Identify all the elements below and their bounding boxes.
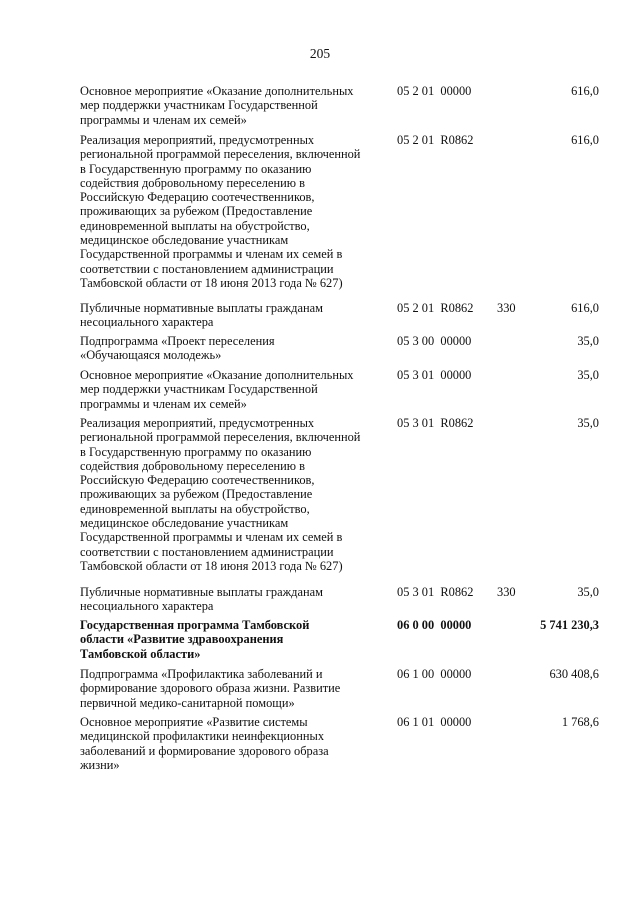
description-line: несоциального характера (80, 315, 214, 330)
row-description (80, 301, 380, 330)
description-line: Подпрограмма «Проект переселения (80, 334, 275, 348)
budget-code: 06 0 00 00000 (397, 618, 472, 632)
description-line: Основное мероприятие «Оказание дополнительных (80, 368, 354, 382)
description-line: мер поддержки участникам Государственной (80, 382, 318, 397)
row-description (80, 84, 380, 127)
description-line: формирование здорового образа жизни. Развитие (80, 681, 341, 696)
description-line: Тамбовской области от 18 июня 2013 года № 627) (80, 558, 343, 573)
row-description (80, 133, 380, 290)
budget-code: 05 3 01 R0862 (397, 416, 474, 430)
row-description (80, 416, 380, 573)
description-line: Основное мероприятие «Оказание дополнительных (80, 84, 354, 98)
description-line: соответствии с постановлением администрации (80, 544, 334, 559)
description-line: региональной программой переселения, включенной (80, 430, 361, 445)
budget-code: 06 1 00 00000 (397, 667, 472, 681)
budget-code: 06 1 01 00000 (397, 715, 472, 729)
description-line: Публичные нормативные выплаты гражданам (80, 585, 323, 599)
description-line: программы и членам их семей» (80, 112, 247, 127)
description-line: Государственной программы и членам их семей в (80, 247, 343, 262)
budget-code: 05 3 00 00000 (397, 334, 472, 348)
description-line: жизни» (80, 757, 120, 772)
budget-code: 05 3 01 00000 (397, 368, 472, 382)
description-line: медицинское обследование участникам (80, 233, 289, 248)
budget-code: 05 3 01 R0862 (397, 585, 474, 599)
description-line: заболеваний и формирование здорового образа (80, 743, 329, 758)
amount: 616,0 (571, 301, 599, 315)
description-line: единовременной выплаты на обустройство, (80, 218, 310, 233)
description-line: Публичные нормативные выплаты гражданам (80, 301, 323, 315)
row-description (80, 334, 380, 363)
page-number: 205 (309, 46, 331, 61)
description-line: содействия добровольному переселению в (80, 458, 305, 473)
description-line: Подпрограмма «Профилактика заболеваний и (80, 667, 323, 681)
description-line: Государственной программы и членам их семей в (80, 530, 343, 545)
description-line: Реализация мероприятий, предусмотренных (80, 133, 315, 147)
row-description (80, 667, 380, 710)
description-line: несоциального характера (80, 599, 214, 614)
description-line: Основное мероприятие «Развитие системы (80, 715, 308, 729)
description-line: Реализация мероприятий, предусмотренных (80, 416, 315, 430)
description-line: проживающих за рубежом (Предоставление (80, 204, 313, 219)
amount: 35,0 (577, 416, 599, 430)
description-line: в Государственную программу по оказанию (80, 161, 312, 176)
row-description (80, 368, 380, 411)
description-line: Российскую Федерацию соотечественников, (80, 473, 315, 488)
amount: 1 768,6 (561, 715, 599, 729)
amount: 5 741 230,3 (540, 618, 599, 632)
row-description (80, 715, 380, 772)
description-line: соответствии с постановлением администрации (80, 261, 334, 276)
budget-code: 05 2 01 00000 (397, 84, 472, 98)
amount: 616,0 (571, 84, 599, 98)
budget-code: 05 2 01 R0862 (397, 301, 474, 315)
description-line: единовременной выплаты на обустройство, (80, 501, 310, 516)
amount: 630 408,6 (549, 667, 599, 681)
expense-type-code: 330 (497, 585, 516, 599)
amount: 35,0 (577, 585, 599, 599)
description-line: Российскую Федерацию соотечественников, (80, 190, 315, 205)
description-line: мер поддержки участникам Государственной (80, 98, 318, 113)
description-line: проживающих за рубежом (Предоставление (80, 487, 313, 502)
description-line: «Обучающаяся молодежь» (80, 348, 222, 363)
description-line: медицинской профилактики неинфекционных (80, 729, 325, 744)
budget-code: 05 2 01 R0862 (397, 133, 474, 147)
amount: 35,0 (577, 334, 599, 348)
description-line: Тамбовской области от 18 июня 2013 года № 627) (80, 275, 343, 290)
description-line: региональной программой переселения, включенной (80, 147, 361, 162)
description-line: в Государственную программу по оказанию (80, 444, 312, 459)
description-line: первичной медико-санитарной помощи» (80, 695, 295, 710)
row-description (80, 585, 380, 614)
description-line: содействия добровольному переселению в (80, 175, 305, 190)
description-line: программы и членам их семей» (80, 396, 247, 411)
amount: 35,0 (577, 368, 599, 382)
description-line: Государственная программа Тамбовской (80, 618, 310, 632)
expense-type-code: 330 (497, 301, 516, 315)
row-description (80, 618, 380, 661)
description-line: Тамбовской области» (80, 646, 201, 661)
description-line: медицинское обследование участникам (80, 516, 289, 531)
amount: 616,0 (571, 133, 599, 147)
description-line: области «Развитие здравоохранения (80, 632, 284, 647)
